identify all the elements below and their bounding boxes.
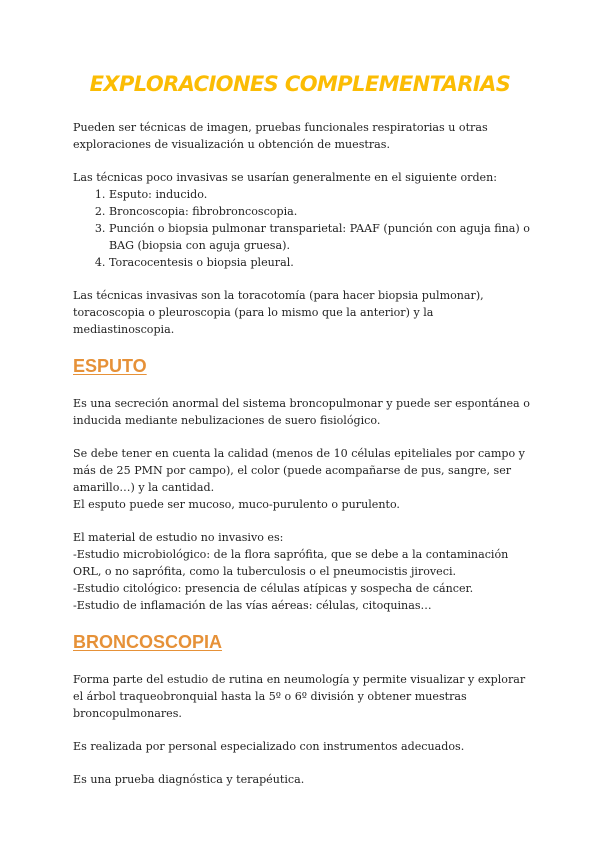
broncoscopia-paragraph: Es una prueba diagnóstica y terapéutica. (73, 773, 305, 786)
document-body (73, 119, 533, 788)
list-item: 4. Toracocentesis o biopsia pleural. (109, 254, 533, 271)
esputo-paragraph: El esputo puede ser mucoso, muco-purulento o purulento. (73, 498, 400, 511)
broncoscopia-paragraph: Forma parte del estudio de rutina en neumología y permite visualizar y explorar el árbol traqueobronquial hasta la 5º o 6º división y obtener muestras broncopulmonares. (73, 673, 526, 720)
list-item: 1. Esputo: inducido. (109, 186, 533, 203)
invasive-paragraph: Las técnicas invasivas son la toracotomía (para hacer biopsia pulmonar), toracoscopia o pleuroscopia (para lo mismo que la anterior) y la mediastinoscopia. (73, 289, 484, 336)
esputo-paragraph: -Estudio microbiológico: de la flora saprófita, que se debe a la contaminación ORL, o no saprófita, como la tuberculosis o el pneumocistis jiroveci. (73, 548, 509, 578)
esputo-paragraph: -Estudio citológico: presencia de células atípicas y sospecha de cáncer. (73, 582, 474, 595)
section-heading-esputo: ESPUTO (73, 356, 147, 376)
esputo-paragraph: -Estudio de inflamación de las vías aéreas: células, citoquinas… (73, 599, 432, 612)
esputo-paragraph: Es una secreción anormal del sistema broncopulmonar y puede ser espontánea o inducida mediante nebulizaciones de suero fisiológico. (73, 397, 530, 427)
esputo-paragraph: Se debe tener en cuenta la calidad (menos de 10 células epiteliales por campo y más de 25 PMN por campo), el color (puede acompañarse de pus, sangre, ser amarillo…) y la cantidad. (73, 447, 525, 494)
broncoscopia-paragraph: Es realizada por personal especializado con instrumentos adecuados. (73, 740, 465, 753)
section-heading-broncoscopia: BRONCOSCOPIA (73, 632, 223, 652)
list-item: 3. Punción o biopsia pulmonar transparietal: PAAF (punción con aguja fina) o BAG (biopsia con aguja gruesa). (109, 220, 533, 254)
technique-order-list (73, 186, 533, 271)
esputo-paragraph: El material de estudio no invasivo es: (73, 531, 284, 544)
page-title: EXPLORACIONES COMPLEMENTARIAS (89, 72, 511, 96)
intro-paragraph: Pueden ser técnicas de imagen, pruebas funcionales respiratorias u otras exploraciones de visualización u obtención de muestras. (73, 121, 488, 151)
order-intro-paragraph: Las técnicas poco invasivas se usarían generalmente en el siguiente orden: (73, 171, 497, 184)
list-item: 2. Broncoscopia: fibrobroncoscopia. (109, 203, 533, 220)
